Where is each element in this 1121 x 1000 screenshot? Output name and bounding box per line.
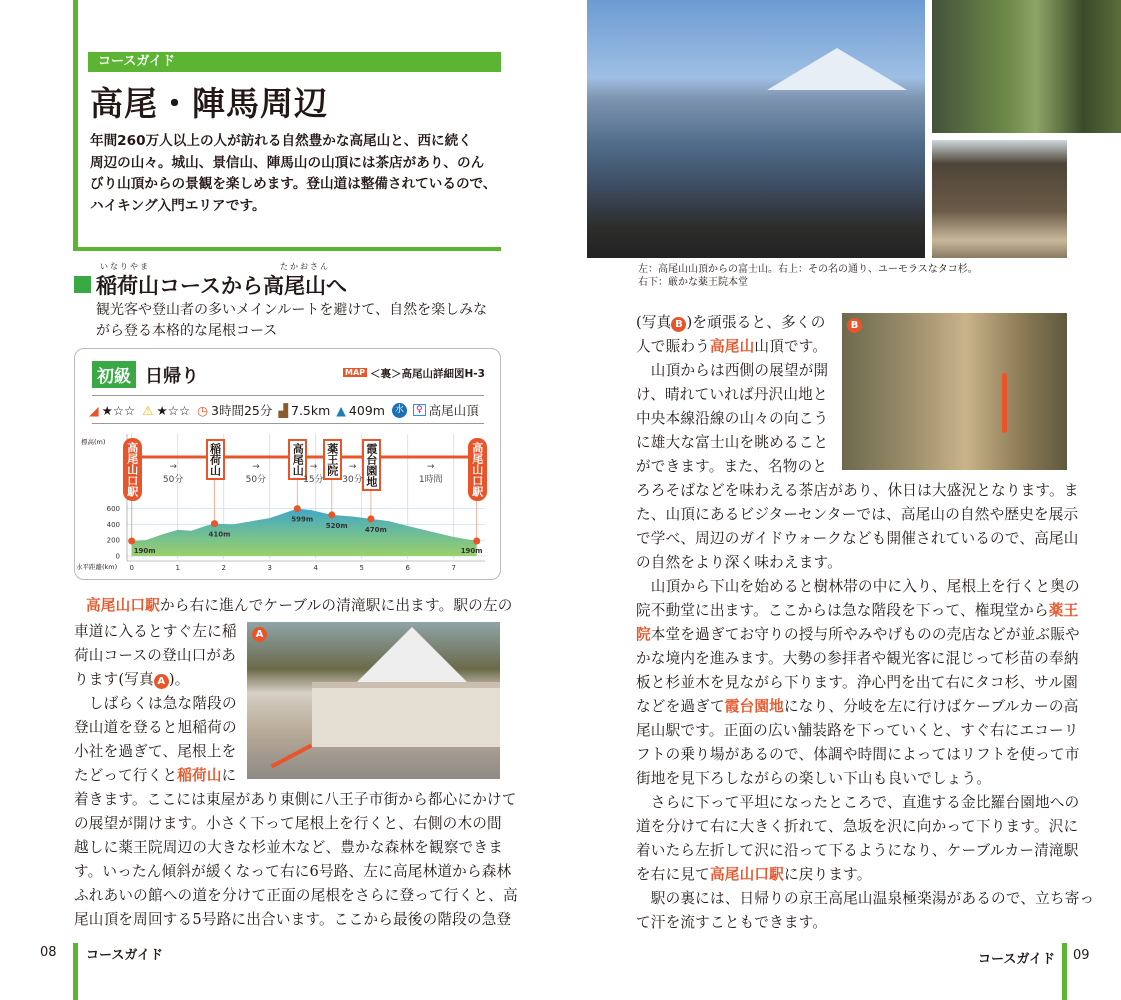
text-span: を右に見て [636,866,710,883]
text-span: 街地を見下ろしながらの楽しい下山も良いでしょう。 [636,770,992,787]
body-text-line [636,769,1067,789]
segment-time [411,462,451,485]
body-text-line [74,718,244,738]
intro-line: 年間260万人以上の人が訪れる自然豊かな高尾山と、西に続く [90,133,472,149]
intro-line: 周辺の山々。城山、景信山、陣馬山の山頂には茶店があり、のん [90,154,485,171]
text-span: 尾山頂を周回する5号路に出合います。ここから最後の階段の急登 [74,911,512,928]
text-span: )。 [168,671,190,688]
x-tick-label: 3 [267,564,272,572]
trip-type: 日帰り [145,366,199,387]
ruby-takaosan: たかおさん [280,262,330,271]
highlight-place-name: 高尾山口駅 [86,597,160,614]
body-text-line [636,841,1079,861]
body-text-line [74,646,244,666]
highlight-place-name: 稲荷山 [177,767,222,784]
text-span: )を頑張ると、多くの [686,314,826,331]
text-span: などを過ぎて [636,698,725,715]
arrow-right-icon: → [348,462,357,472]
section-label: コースガイド [88,52,501,72]
x-tick-label: 2 [221,564,226,572]
x-tick-label: 0 [129,564,134,572]
text-span: 登山道を登ると旭稲荷の [74,719,237,736]
text-span: に [221,767,237,784]
text-span: 院不動堂に出ます。ここからは急な階段を下って、権現堂から [636,602,1049,619]
body-text-line [636,601,1079,621]
body-text-line [74,622,244,642]
text-span: 板と杉並木を見ながら下ります。浄心門を出て右にタコ杉、サル園 [636,674,1078,691]
text-span: (写真 [636,314,672,331]
body-text-line [74,910,512,930]
stamina-icon: ◢ [89,402,99,418]
segment-time [293,462,333,485]
body-text-line [636,433,836,453]
photo-mount-fuji [587,0,925,258]
body-text-line [86,596,512,616]
header-accent-bar [73,0,78,251]
body-text-line [636,577,1080,597]
course-distance: 7.5km [291,402,331,418]
text-span: たどって行くと [74,767,178,784]
station-altitude-label: 190m [133,546,156,555]
body-text-line [636,865,1067,885]
warning-icon: ⚠ [142,402,154,418]
map-reference: ＜裏＞高尾山詳細図H-3 [370,368,485,380]
x-tick-label: 7 [451,564,456,572]
text-span: の展望が開けます。小さく下って尾根上を行くと、右側の木の間 [74,815,502,832]
text-span: に戻ります。 [783,866,872,883]
header-bottom-rule [73,247,501,251]
station-label: 高尾山口駅 [123,438,142,501]
xlabel: 水平距離(km) [76,563,118,571]
x-tick-label: 6 [405,564,410,572]
ruby-inariyama: いなりやま [100,262,150,271]
text-span: 山頂です。 [754,338,828,355]
text-span: 本堂を過ぎてお守りの授与所やみやげものの売店などが並ぶ賑や [650,626,1080,643]
y-tick-label: 600 [106,505,120,514]
body-text-line [636,337,836,357]
body-text-line [636,529,1079,549]
station-label: 稲荷山 [206,439,225,480]
section-title: 稲荷山コースから高尾山へ [96,274,347,298]
body-text-line [636,745,1080,765]
x-tick-label: 1 [175,564,180,572]
page-title: 高尾・陣馬周辺 [90,84,328,123]
text-span: ふれあいの館への道を分けて正面の尾根をさらに登って行くと、高 [74,887,518,904]
segment-time [333,462,373,485]
text-span: ができます。また、名物のと [636,458,828,475]
text-span: 尾山駅です。正面の広い舗装路を下っていくと、すぐ右にエコーリ [636,722,1079,739]
text-span: フトの乗り場があるので、体調や時間によってはリフトを使って市 [636,746,1080,763]
body-text-line [636,361,836,381]
section-square-icon [74,276,91,293]
station-label: 高尾山 [288,439,307,480]
body-text-line [636,505,1079,525]
text-span: かな境内を進みます。大勢の参拝者や観光客に混じって杉苗の奉納 [636,650,1079,667]
station-altitude-label: 470m [364,525,387,534]
section-subtitle-1: 観光客や登山者の多いメインルートを避けて、自然を楽しみな [96,302,488,318]
page-number-right: 09 [1073,948,1090,963]
toilet-location: 高尾山頂 [428,403,479,418]
station-label: 霞台園地 [362,439,381,491]
highlight-place-name: 薬王 [1048,602,1079,619]
body-text-line [636,817,1079,837]
text-span: す。いったん傾斜が緩くなって右に6号路、左に高尾林道から森林 [74,863,512,880]
text-span: に雄大な富士山を眺めること [636,434,829,451]
station-altitude-label: 190m [460,546,483,555]
body-text-line [74,742,244,762]
text-span: た、山頂にあるビジターセンターでは、高尾山の自然や歴史を展示 [636,506,1079,523]
segment-time-label: 15分 [303,475,324,485]
text-span: 車道に入るとすぐ左に稲 [74,623,237,640]
highlight-place-name: 高尾山 [709,338,755,355]
text-span: 山頂から下山を始めると樹林帯の中に入り、尾根上を行くと奥の [636,578,1080,595]
body-text-line [636,721,1079,741]
course-info-box [74,348,501,580]
x-tick-label: 4 [313,564,318,572]
course-time: 3時間25分 [211,403,273,418]
text-span: しばらくは急な階段の [74,695,237,712]
text-span: 着きます。ここには東屋があり東側に八王子市街から都心にかけて [74,791,517,808]
footer-label-left: コースガイド [86,948,163,963]
text-span: さらに下って平坦になったところで、直進する金比羅台園地への [636,794,1080,811]
footer-bar-left [73,943,78,1000]
elevation-gain: 409m [348,402,385,418]
water-icon: 水 [392,403,407,418]
ylabel: 標高(m) [81,438,106,446]
body-text-line [636,625,1080,645]
caption-line: 右下：厳かな薬王院本堂 [638,277,748,288]
text-span: 小社を過ぎて、尾根上を [74,743,237,760]
photo-ref-badge: A [154,674,169,689]
body-text-line [74,862,512,882]
body-text-line [74,670,244,690]
station-altitude-label: 520m [325,521,348,530]
body-text-line [74,886,518,906]
photo-a-badge: A [252,627,267,642]
intro-line: ハイキング入門エリアです。 [90,197,266,214]
station-point [367,515,374,522]
y-tick-label: 0 [115,552,120,561]
text-span: 山頂からは西側の展望が開 [636,362,829,379]
photo-tako-sugi [932,0,1121,133]
footer-bar-right [1062,943,1067,1000]
station-point [211,520,218,527]
fuji-peak [767,48,907,90]
photo-yakuoin-hall [932,140,1067,258]
text-span: 人で賑わう [636,338,710,355]
mountain-icon: ▲ [336,402,346,418]
text-span: 中央本線沿線の山々の向こう [636,410,829,427]
page-number-left: 08 [40,945,57,960]
station-point [294,505,301,512]
body-text-line [74,838,504,858]
section-subtitle-2: がら登る本格的な尾根コース [96,323,278,339]
text-span: ります(写真 [74,671,154,688]
station-label: 薬王院 [323,439,342,480]
caption-line: 左：高尾山山頂からの富士山。右上：その名の通り、ユーモラスなタコ杉。 [638,264,978,275]
segment-time-label: 50分 [245,475,267,485]
text-span: になり、分岐を左に行けばケーブルカーの高 [783,698,1079,715]
text-span: から右に進んでケーブルの清滝駅に出ます。駅の左の [159,597,513,614]
station-point [128,537,135,544]
highlight-place-name: 霞台園地 [724,698,784,715]
highlight-place-name: 高尾山口駅 [709,866,784,883]
map-badge: MAP [345,368,366,377]
danger-rating: ★☆☆ [156,402,191,418]
text-span: の自然をより深く味わえます。 [636,554,842,571]
body-text-line [636,553,1067,573]
text-span: で学べ、周辺のガイドウォークなども開催されているので、高尾山 [636,530,1079,547]
y-tick-label: 400 [106,520,120,529]
boot-icon: ▟ [278,402,288,418]
body-text-line [74,766,244,786]
station-label: 高尾山口駅 [468,438,487,501]
body-text-line [636,457,836,477]
arrow-right-icon: → [252,462,260,472]
station-point [328,511,335,518]
text-span: て汗を流すこともできます。 [636,914,828,931]
body-text-line [74,814,500,834]
text-span: 道を分けて右に大きく折れて、急坂を沢に向かって下ります。沢に [636,818,1079,835]
segment-time-label: 30分 [342,475,363,485]
station-altitude-label: 599m [291,515,314,524]
station-building [312,682,500,747]
text-span: 着いたら左折して沢に沿って下るようになり、ケーブルカー清滝駅 [636,842,1079,859]
clock-icon: ◷ [197,402,209,418]
body-text-line [636,889,1095,909]
segment-time [236,462,276,485]
arrow-right-icon: → [426,462,435,472]
body-text-line [636,313,836,333]
stamina-rating: ★☆☆ [101,402,136,418]
body-text-line [636,481,1079,501]
arrow-right-icon: → [309,462,318,472]
text-span: 越しに薬王院周辺の大きな杉並木など、豊かな森林を観察できま [74,839,504,856]
y-tick-label: 200 [106,536,120,545]
body-text-line [636,649,1079,669]
x-tick-label: 5 [359,564,364,572]
body-text-line [636,913,1067,933]
arrow-right-icon: → [169,462,177,472]
toilet-icon: ♀ [413,404,426,416]
segment-time-label: 1時間 [418,475,443,485]
segment-time [153,462,193,485]
station-altitude-label: 410m [208,530,231,539]
text-span: 荷山コースの登山口があ [74,647,237,664]
direction-arrow-icon [271,744,313,769]
body-text-line [74,694,244,714]
highlight-place-name: 院 [636,626,651,643]
text-span: 駅の裏には、日帰りの京王高尾山温泉極楽湯があるので、立ち寄っ [636,890,1095,907]
photo-b-stairs [842,313,1067,470]
body-text-line [74,790,517,810]
body-text-line [636,793,1080,813]
footer-label-right: コースガイド [978,952,1055,967]
photo-b-badge: B [847,318,862,333]
body-text-line [636,697,1079,717]
intro-line: びり山頂からの景観を楽しめます。登山道は整備されているので、 [90,176,497,192]
body-text-line [636,385,836,405]
text-span: ろろそばなどを味わえる茶店があり、休日は大盛況となります。ま [636,482,1079,499]
photo-ref-badge: B [671,317,686,332]
body-text-line [636,673,1078,693]
direction-arrow-icon [1002,373,1007,433]
station-point [473,537,480,544]
photo-a-cable-station [247,622,500,779]
body-text-line [636,409,836,429]
text-span: け、晴れていれば丹沢山地と [636,386,828,403]
level-badge: 初級 [92,361,136,388]
photo-caption [638,263,978,289]
segment-time-label: 50分 [162,475,184,485]
